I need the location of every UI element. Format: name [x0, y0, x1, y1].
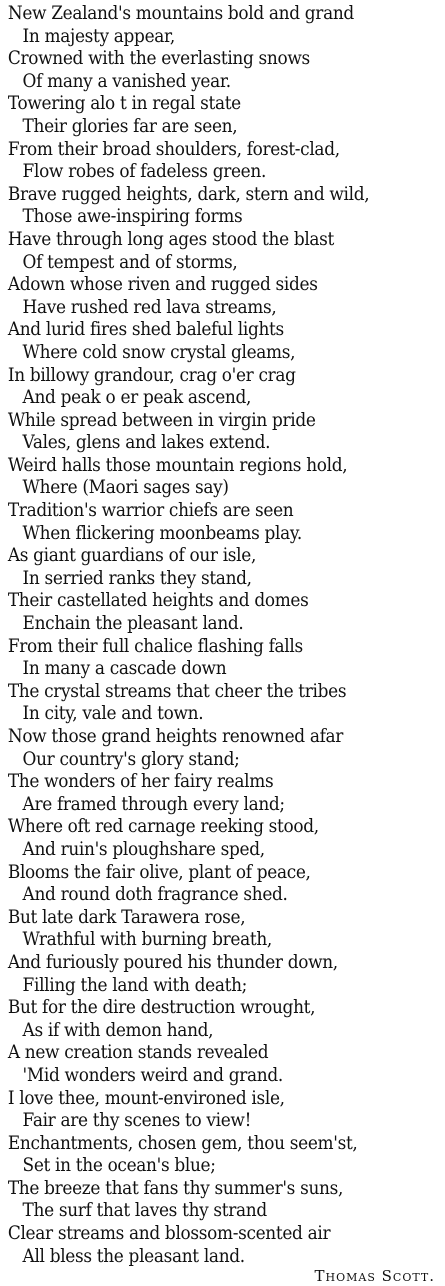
poem-line: Weird halls those mountain regions hold, — [7, 454, 348, 476]
poem-line: Where oft red carnage reeking stood, — [7, 816, 319, 838]
poem-line: From their broad shoulders, forest-clad, — [7, 138, 340, 160]
poem-line: And lurid fires shed baleful lights — [7, 319, 284, 341]
poem-line: In city, vale and town. — [22, 703, 204, 725]
poem-line: Of many a vanished year. — [22, 70, 231, 92]
poem-line: Enchain the pleasant land. — [22, 613, 244, 635]
poem-line: But late dark Tarawera rose, — [7, 906, 246, 928]
poem-line: And round doth fragrance shed. — [22, 884, 288, 906]
poem-line: And ruin's ploughshare sped, — [22, 838, 265, 860]
poem-line: The crystal streams that cheer the tribes — [7, 680, 347, 702]
poem-line: I love thee, mount-environed isle, — [7, 1087, 285, 1109]
poem-line: New Zealand's mountains bold and grand — [7, 3, 354, 24]
poem-line: The surf that laves thy strand — [22, 1200, 267, 1222]
poem-line: All bless the pleasant land. — [22, 1245, 245, 1267]
poem-line: 'Mid wonders weird and grand. — [22, 1064, 283, 1086]
poem-line: Have through long ages stood the blast — [7, 228, 335, 250]
poem-line: Of tempest and of storms, — [22, 251, 238, 273]
poem-line: But for the dire destruction wrought, — [7, 997, 316, 1019]
poem-signature: Thomas Scott. — [314, 1267, 435, 1286]
poem-line: In many a cascade down — [22, 658, 227, 680]
poem-line: Our country's glory stand; — [22, 748, 240, 770]
poem-line: Brave rugged heights, dark, stern and wild, — [7, 183, 370, 205]
poem-line: Blooms the fair olive, plant of peace, — [7, 861, 311, 883]
poem-body — [6, 3, 441, 1268]
poem-line: Are framed through every land; — [22, 793, 285, 815]
poem-line: In billowy grandour, crag o'er crag — [7, 364, 296, 386]
poem-line: Where cold snow crystal gleams, — [22, 341, 296, 363]
poem-line: Set in the ocean's blue; — [22, 1155, 216, 1177]
poem-line: In majesty appear, — [22, 25, 175, 47]
poem-line: Vales, glens and lakes extend. — [22, 432, 271, 454]
poem-line: Those awe-inspiring forms — [22, 206, 243, 228]
poem-line: The breeze that fans thy summer's suns, — [7, 1177, 344, 1199]
poem-line: From their full chalice flashing falls — [7, 635, 303, 657]
poem-line: As giant guardians of our isle, — [7, 545, 257, 567]
poem-line: Fair are thy scenes to view! — [22, 1110, 252, 1132]
poem-line: Their castellated heights and domes — [7, 590, 309, 612]
poem-line: Clear streams and blossom-scented air — [7, 1223, 331, 1245]
poem-line: Filling the land with death; — [22, 974, 248, 996]
poem-line: Tradition's warrior chiefs are seen — [7, 500, 294, 522]
poem-line: A new creation stands revealed — [7, 1042, 269, 1064]
poem-line: And peak o er peak ascend, — [22, 387, 252, 409]
poem-line: When flickering moonbeams play. — [22, 522, 302, 544]
poem-line: While spread between in virgin pride — [7, 409, 316, 431]
poem-line: Enchantments, chosen gem, thou seem'st, — [7, 1132, 358, 1154]
poem-line: Towering alo t in regal state — [7, 93, 241, 115]
poem-line: Now those grand heights renowned afar — [7, 726, 344, 747]
poem-line: And furiously poured his thunder down, — [7, 951, 338, 973]
poem-line: Where (Maori sages say) — [22, 477, 229, 499]
poem-line: Adown whose riven and rugged sides — [7, 274, 318, 296]
poem-line: The wonders of her fairy realms — [7, 771, 274, 793]
poem-line: Their glories far are seen, — [22, 115, 238, 137]
poem-line: Flow robes of fadeless green. — [22, 161, 267, 183]
poem-line: As if with demon hand, — [22, 1019, 214, 1041]
poem-line: Crowned with the everlasting snows — [7, 48, 310, 70]
poem-line: Have rushed red lava streams, — [22, 296, 277, 318]
poem-line: In serried ranks they stand, — [22, 567, 252, 589]
poem-line: Wrathful with burning breath, — [22, 929, 272, 951]
